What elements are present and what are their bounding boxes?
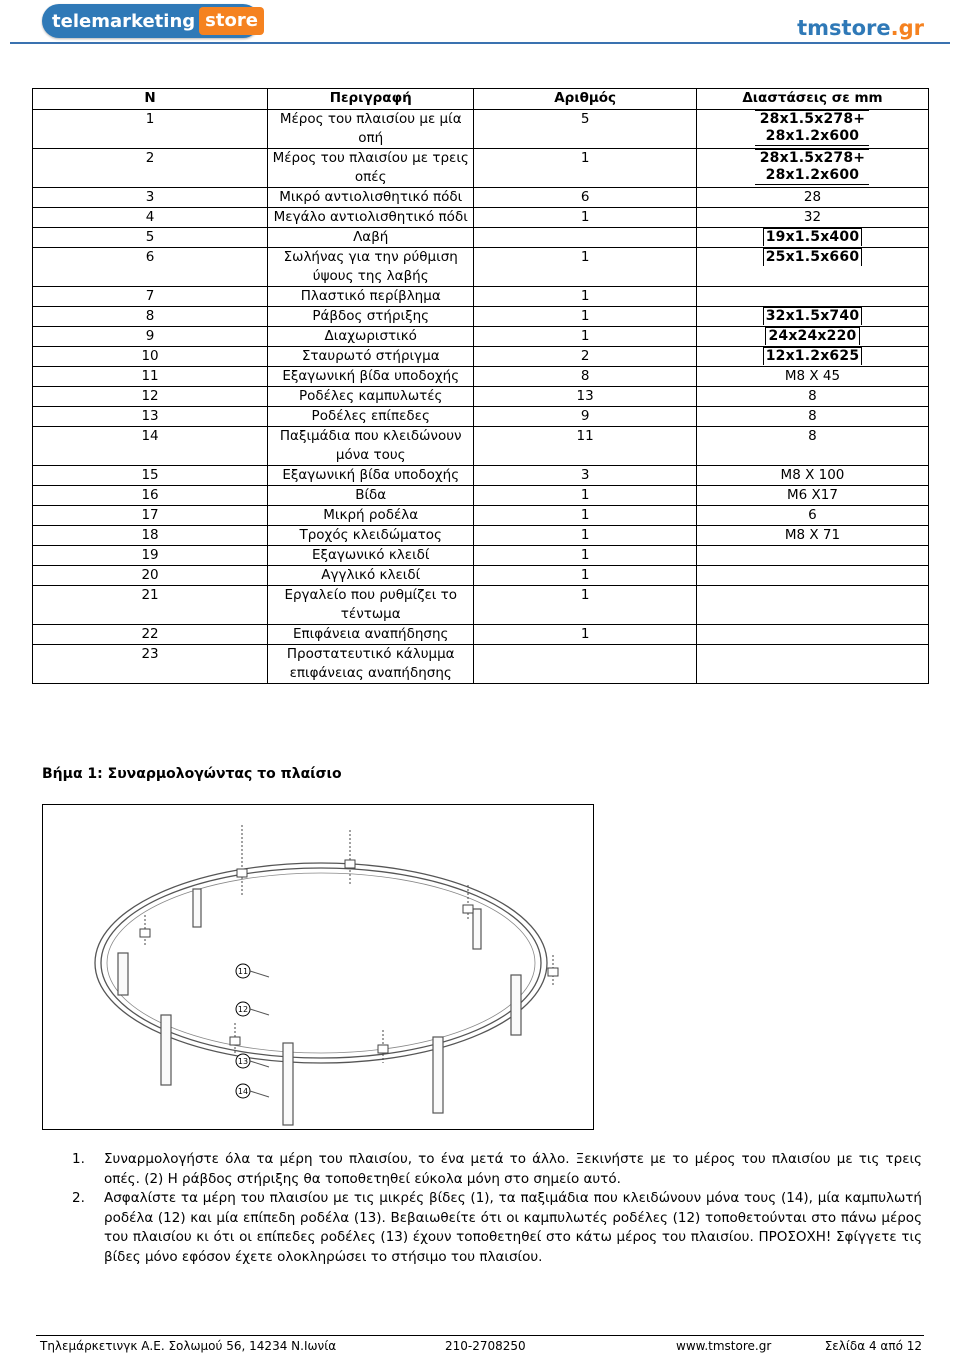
- leg-right: [511, 975, 521, 1035]
- table-row: [33, 526, 929, 546]
- cell-quantity: [474, 645, 697, 684]
- header-n: N: [33, 89, 268, 110]
- parts-table: [32, 88, 929, 684]
- cell-dimensions: [696, 407, 928, 427]
- cell-n: 7: [33, 287, 268, 307]
- frame-assembly-drawing: [43, 805, 593, 1129]
- cell-description: Βίδα: [268, 486, 474, 506]
- leg-back-right: [473, 909, 481, 949]
- table-row: [33, 110, 929, 149]
- cell-quantity: 1: [474, 546, 697, 566]
- cell-n: 5: [33, 228, 268, 248]
- dimension-value: 24x24x220: [765, 327, 859, 345]
- cell-n: 18: [33, 526, 268, 546]
- table-row: [33, 566, 929, 586]
- callout-13: 13: [237, 1057, 249, 1066]
- cell-description: Μέρος του πλαισίου με μία οπή: [268, 110, 474, 149]
- dimension-value: 25x1.5x660: [763, 248, 863, 266]
- cell-dimensions: [696, 287, 928, 307]
- cell-quantity: 1: [474, 625, 697, 645]
- table-row: [33, 625, 929, 645]
- cell-description: Εργαλείο που ρυθμίζει το τέντωμα: [268, 586, 474, 625]
- instruction-item: [72, 1150, 922, 1189]
- cell-quantity: 11: [474, 427, 697, 466]
- cell-n: 14: [33, 427, 268, 466]
- cell-dimensions: [696, 110, 928, 149]
- cell-n: 2: [33, 149, 268, 188]
- cell-quantity: [474, 228, 697, 248]
- figure-callouts: [236, 964, 269, 1098]
- header-dimensions: Διαστάσεις σε mm: [696, 89, 928, 110]
- table-row: [33, 307, 929, 327]
- cell-n: 16: [33, 486, 268, 506]
- dimension-value: 28: [803, 189, 822, 205]
- cell-quantity: 5: [474, 110, 697, 149]
- table-row: [33, 327, 929, 347]
- cell-n: 9: [33, 327, 268, 347]
- cell-description: Εξαγωνική βίδα υποδοχής: [268, 466, 474, 486]
- frame-legs: [118, 889, 521, 1125]
- cell-description: Μικρό αντιολισθητικό πόδι: [268, 188, 474, 208]
- cell-n: 4: [33, 208, 268, 228]
- cell-description: Αγγλικό κλειδί: [268, 566, 474, 586]
- dimension-value: 19x1.5x400: [763, 228, 863, 246]
- table-row: [33, 586, 929, 625]
- table-row: [33, 347, 929, 367]
- cell-quantity: 1: [474, 287, 697, 307]
- cell-description: Μέρος του πλαισίου με τρεις οπές: [268, 149, 474, 188]
- table-row: [33, 188, 929, 208]
- table-row: [33, 407, 929, 427]
- cell-description: Διαχωριστικό: [268, 327, 474, 347]
- dimension-value: 8: [808, 388, 817, 404]
- cell-dimensions: [696, 347, 928, 367]
- table-row: [33, 466, 929, 486]
- cell-n: 15: [33, 466, 268, 486]
- cell-quantity: 9: [474, 407, 697, 427]
- cell-dimensions: [696, 248, 928, 287]
- table-row: [33, 287, 929, 307]
- cell-dimensions: [696, 546, 928, 566]
- cell-n: 22: [33, 625, 268, 645]
- logo-left-badge: store: [199, 7, 264, 35]
- cell-description: Εξαγωνική βίδα υποδοχής: [268, 367, 474, 387]
- leg-left: [118, 953, 128, 995]
- header-divider: [10, 42, 950, 44]
- cell-dimensions: [696, 367, 928, 387]
- callout-11: 11: [237, 967, 249, 976]
- cell-quantity: 1: [474, 307, 697, 327]
- cell-quantity: 1: [474, 248, 697, 287]
- dimension-value: 32: [803, 209, 822, 225]
- dimension-value: 28x1.2x600: [755, 167, 869, 185]
- cell-dimensions: [696, 327, 928, 347]
- table-row: [33, 506, 929, 526]
- cell-n: 6: [33, 248, 268, 287]
- cell-quantity: 1: [474, 586, 697, 625]
- tmstore-logo: [797, 16, 924, 40]
- cell-dimensions: [696, 566, 928, 586]
- cell-description: Ροδέλες καμπυλωτές: [268, 387, 474, 407]
- table-row: [33, 486, 929, 506]
- cell-description: Ροδέλες επίπεδες: [268, 407, 474, 427]
- callout-14: 14: [237, 1087, 249, 1096]
- table-header-row: [33, 89, 929, 110]
- logo-left-text: telemarketing: [52, 10, 196, 32]
- cell-dimensions: [696, 625, 928, 645]
- dimension-value: M8 X 45: [784, 368, 841, 384]
- cell-description: Μεγάλο αντιολισθητικό πόδι: [268, 208, 474, 228]
- logo-right-main: tmstore: [797, 16, 891, 40]
- leg-back-left: [193, 889, 201, 927]
- cell-quantity: 1: [474, 566, 697, 586]
- cell-quantity: 13: [474, 387, 697, 407]
- table-row: [33, 645, 929, 684]
- dimension-value: 28x1.2x600: [755, 128, 869, 146]
- cell-n: 8: [33, 307, 268, 327]
- dimension-value: M8 X 71: [784, 527, 841, 543]
- cell-dimensions: [696, 307, 928, 327]
- cell-quantity: 1: [474, 327, 697, 347]
- leg-front-center: [283, 1043, 293, 1125]
- footer-divider: [36, 1335, 924, 1336]
- instruction-text: Ασφαλίστε τα μέρη του πλαισίου με τις μικρές βίδες (1), τα παξιμάδια που κλειδώνουν μόνα τους (14), μία καμπυλωτή ροδέλα (12) και μία επίπεδη ροδέλα (13). Βεβαιωθείτε ότι οι καμπυλωτές ροδέλες (12) τοποθετούνται στο πάνω μέρος του πλαισίου κι ότι οι επίπεδες ροδέλες (13) έχουν τοποθετηθεί στο κάτω μέρος του πλαισίου. ΠΡΟΣΟΧΗ! Σφίγγετε τις βίδες μόνο εφόσον έχετε ολοκληρώσει το στήσιμο του πλαισίου.: [104, 1190, 922, 1265]
- parts-table-body: [33, 110, 929, 684]
- cell-description: Ράβδος στήριξης: [268, 307, 474, 327]
- instructions-list: [72, 1150, 922, 1267]
- logo-registered-mark: ®: [265, 10, 274, 19]
- table-row: [33, 367, 929, 387]
- cell-description: Επιφάνεια αναπήδησης: [268, 625, 474, 645]
- table-row: [33, 387, 929, 407]
- cell-description: Σωλήνας για την ρύθμιση ύψους της λαβής: [268, 248, 474, 287]
- table-row: [33, 149, 929, 188]
- cell-dimensions: [696, 506, 928, 526]
- footer-phone: 210-2708250: [445, 1339, 526, 1353]
- header-description: Περιγραφή: [268, 89, 474, 110]
- cell-description: Σταυρωτό στήριγμα: [268, 347, 474, 367]
- cell-dimensions: [696, 486, 928, 506]
- cell-quantity: 1: [474, 208, 697, 228]
- table-row: [33, 228, 929, 248]
- cell-dimensions: [696, 387, 928, 407]
- instruction-number: 2.: [72, 1190, 85, 1206]
- table-row: [33, 248, 929, 287]
- logo-right-tld: .gr: [890, 16, 924, 40]
- cell-description: Παξιμάδια που κλειδώνουν μόνα τους: [268, 427, 474, 466]
- cell-n: 19: [33, 546, 268, 566]
- cell-n: 11: [33, 367, 268, 387]
- cell-quantity: 1: [474, 149, 697, 188]
- callout-12: 12: [237, 1005, 249, 1014]
- cell-dimensions: [696, 526, 928, 546]
- cell-quantity: 1: [474, 486, 697, 506]
- leg-front-right: [433, 1037, 443, 1113]
- table-row: [33, 546, 929, 566]
- cell-dimensions: [696, 149, 928, 188]
- cell-dimensions: [696, 228, 928, 248]
- cell-quantity: 3: [474, 466, 697, 486]
- cell-n: 20: [33, 566, 268, 586]
- cell-quantity: 1: [474, 526, 697, 546]
- cell-n: 10: [33, 347, 268, 367]
- telemarketing-store-logo: [42, 4, 274, 38]
- cell-n: 13: [33, 407, 268, 427]
- dimension-value: 28x1.5x278+: [755, 149, 869, 167]
- cell-description: Λαβή: [268, 228, 474, 248]
- frame-assembly-figure: [42, 804, 594, 1130]
- dimension-value: 8: [808, 428, 817, 444]
- cell-quantity: 6: [474, 188, 697, 208]
- cell-description: Προστατευτικό κάλυμμα επιφάνειας αναπήδησης: [268, 645, 474, 684]
- footer-website[interactable]: www.tmstore.gr: [676, 1339, 772, 1353]
- cell-description: Μικρή ροδέλα: [268, 506, 474, 526]
- cell-n: 1: [33, 110, 268, 149]
- cell-quantity: 2: [474, 347, 697, 367]
- cell-dimensions: [696, 208, 928, 228]
- cell-n: 23: [33, 645, 268, 684]
- dimension-value: M8 X 100: [780, 467, 845, 483]
- footer-company: Τηλεμάρκετινγκ Α.Ε. Σολωμού 56, 14234 Ν.Ιωνία: [40, 1339, 337, 1353]
- cell-dimensions: [696, 645, 928, 684]
- cell-dimensions: [696, 188, 928, 208]
- dimension-value: 8: [808, 408, 817, 424]
- cell-quantity: 8: [474, 367, 697, 387]
- cell-n: 17: [33, 506, 268, 526]
- dimension-value: 6: [808, 507, 817, 523]
- cell-n: 3: [33, 188, 268, 208]
- page-footer: [40, 1339, 922, 1355]
- cell-quantity: 1: [474, 506, 697, 526]
- header-quantity: Αριθμός: [474, 89, 697, 110]
- dimension-value: 32x1.5x740: [763, 307, 863, 325]
- cell-dimensions: [696, 466, 928, 486]
- instruction-text: Συναρμολογήστε όλα τα μέρη του πλαισίου, το ένα μετά το άλλο. Ξεκινήστε με το μέρος του πλαισίου με τις τρεις οπές. (2) Η ράβδος στήριξης θα τοποθετηθεί εύκολα μόνη στο σημείο αυτό.: [104, 1151, 922, 1187]
- cell-n: 21: [33, 586, 268, 625]
- instruction-number: 1.: [72, 1151, 85, 1167]
- cell-description: Πλαστικό περίβλημα: [268, 287, 474, 307]
- dimension-value: 12x1.2x625: [763, 347, 863, 365]
- step-title: Βήμα 1: Συναρμολογώντας το πλαίσιο: [42, 766, 342, 782]
- table-row: [33, 208, 929, 228]
- cell-n: 12: [33, 387, 268, 407]
- dimension-value: 28x1.5x278+: [755, 110, 869, 128]
- cell-dimensions: [696, 586, 928, 625]
- dimension-value: M6 X17: [786, 487, 838, 503]
- cell-dimensions: [696, 427, 928, 466]
- instruction-item: [72, 1189, 922, 1267]
- footer-page-number: Σελίδα 4 από 12: [824, 1339, 922, 1353]
- cell-description: Εξαγωνικό κλειδί: [268, 546, 474, 566]
- table-row: [33, 427, 929, 466]
- cell-description: Τροχός κλειδώματος: [268, 526, 474, 546]
- leg-front-left: [161, 1015, 171, 1085]
